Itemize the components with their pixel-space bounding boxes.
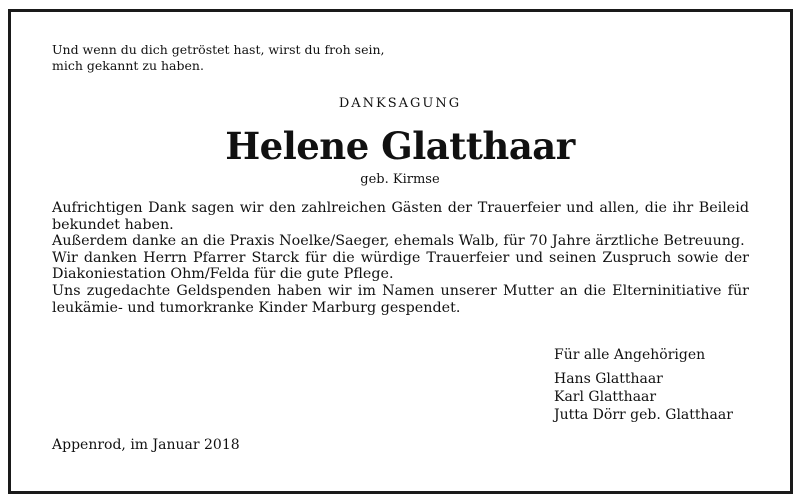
paragraph: Wir danken Herrn Pfarrer Starck für die würdige Trauerfeier und seinen Zuspruch sowie der Diakoniestation Ohm/Felda für die gute Pflege. [52, 249, 749, 283]
heading: DANKSAGUNG [338, 96, 462, 111]
signature-intro: Für alle Angehörigen [554, 347, 706, 363]
thanks-text [52, 200, 749, 316]
verse-quote: Und wenn du dich getröstet hast, wirst du froh sein, mich gekannt zu haben. [52, 42, 385, 73]
paragraph: Uns zugedachte Geldspenden haben wir im Namen unserer Mutter an die Elterninitiative für leukämie- und tumorkranke Kinder Marburg gespendet. [52, 282, 749, 316]
signature-name: Hans Glatthaar [554, 371, 663, 387]
deceased-name: Helene Glatthaar [225, 124, 575, 168]
birth-name: geb. Kirmse [360, 172, 440, 187]
signature-name: Jutta Dörr geb. Glatthaar [554, 407, 733, 423]
paragraph: Außerdem danke an die Praxis Noelke/Saeger, ehemals Walb, für 70 Jahre ärztliche Betreuung. [52, 233, 745, 250]
place-date: Appenrod, im Januar 2018 [52, 437, 240, 453]
signature-name: Karl Glatthaar [554, 389, 657, 405]
paragraph: Aufrichtigen Dank sagen wir den zahlreichen Gästen der Trauerfeier und allen, die ihr Beileid bekundet haben. [52, 200, 749, 233]
signature-block [554, 346, 774, 424]
